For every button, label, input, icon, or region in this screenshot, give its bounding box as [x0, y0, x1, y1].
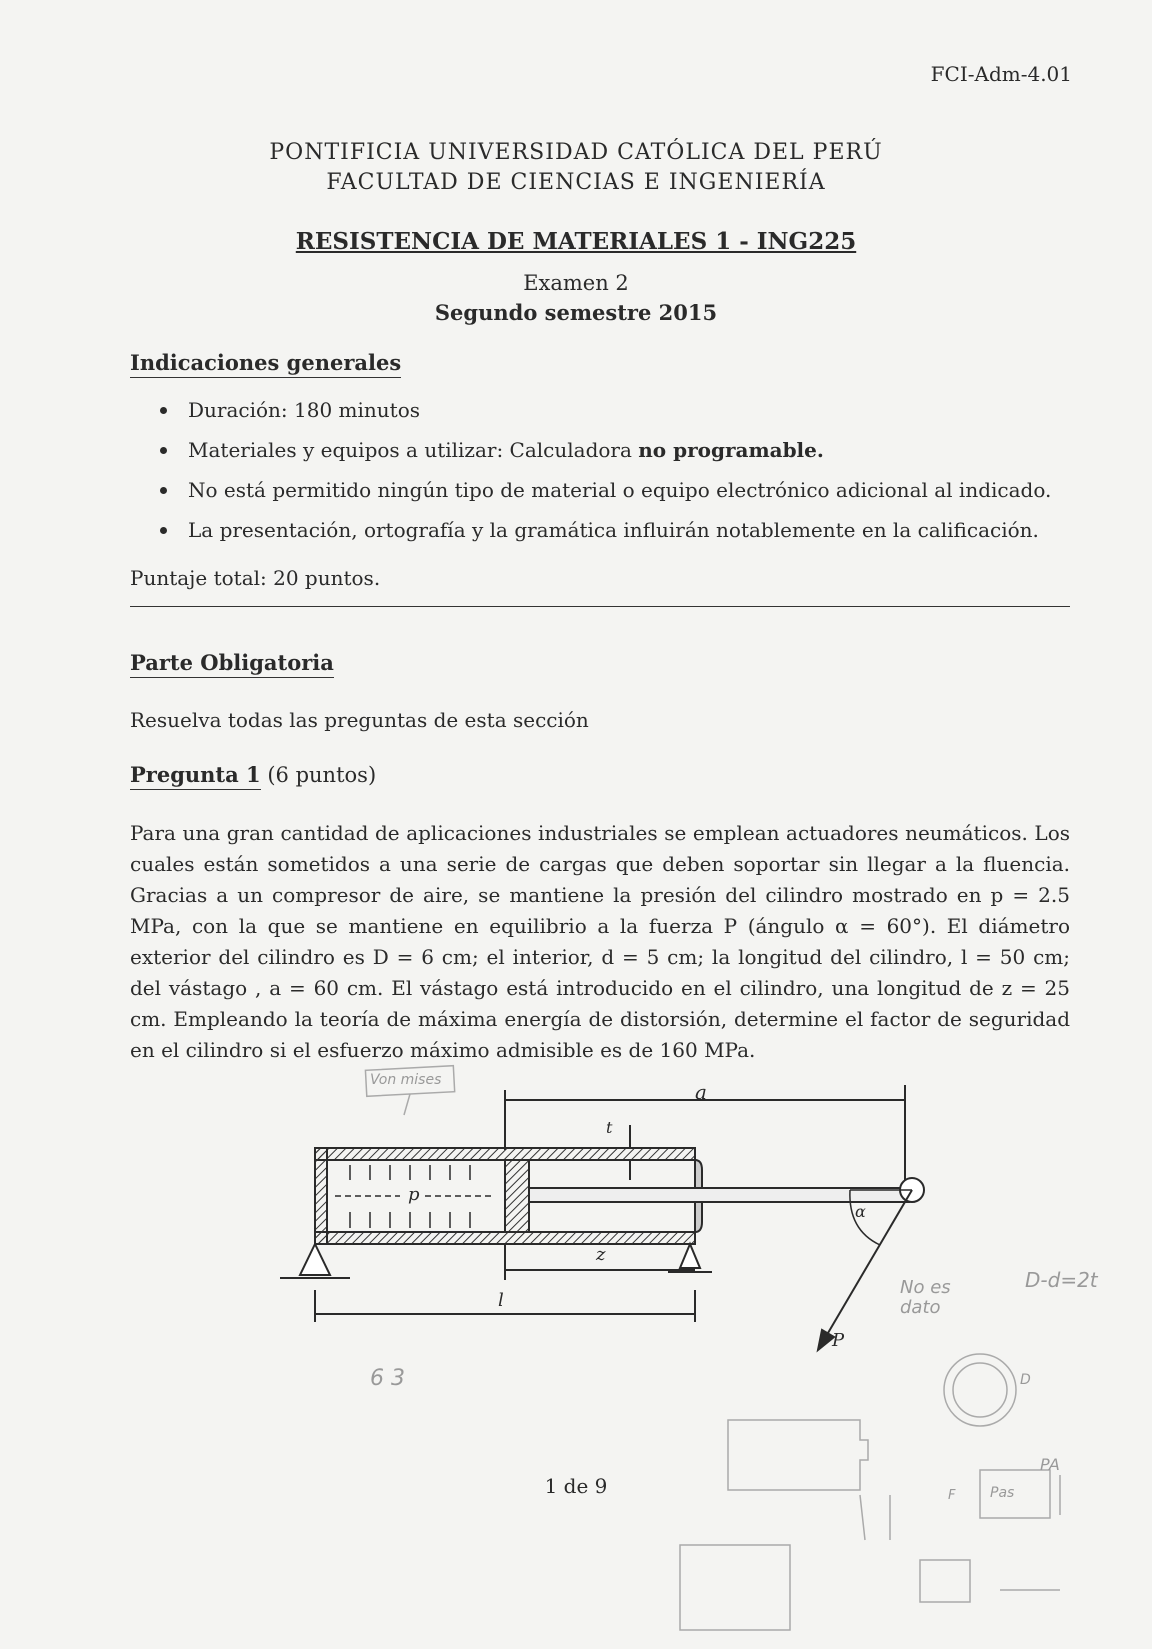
semester: Segundo semestre 2015	[434, 300, 718, 325]
cylinder-end-wall	[315, 1148, 327, 1244]
annotation-f: F	[948, 1488, 956, 1503]
section-general-title-text: Indicaciones generales	[130, 350, 401, 378]
label-t: t	[606, 1118, 613, 1137]
page-number: 1 de 9	[544, 1474, 608, 1498]
question-body: Para una gran cantidad de aplicaciones industriales se emplean actuadores neumáticos. Los cuales están sometidos a una serie de cargas que deben soportar sin llegar a la fluencia. Gracias a un compresor de aire, se mantiene la presión del cilindro mostrado en p = 2.5 MPa, con la que se mantiene en equilibrio a la fuerza P (ángulo α = 60°). El diámetro exterior del cilindro es D = 6 cm; el interior, d = 5 cm; la longitud del cilindro, l = 50 cm; del vástago , a = 60 cm. El vástago está introducido en el cilindro, una longitud de z = 25 cm. Empleando la teoría de máxima energía de distorsión, determine el factor de seguridad en el cilindro si el esfuerzo máximo admisible es de 160 MPa.	[130, 821, 1070, 1062]
course-title-text: RESISTENCIA DE MATERIALES 1 - ING225	[295, 228, 857, 255]
left-support	[300, 1244, 330, 1275]
question-title: Pregunta 1	[130, 762, 261, 790]
total-score: Puntaje total: 20 puntos.	[130, 566, 381, 590]
label-alpha: α	[855, 1202, 866, 1221]
annotation-pa: PA	[1040, 1455, 1060, 1474]
annotation-number: 6 3	[370, 1366, 405, 1391]
label-P: P	[832, 1330, 845, 1351]
item-text: La presentación, ortografía y la gramática influirán notablemente en la calificación.	[188, 518, 1039, 542]
item-text: No está permitido ningún tipo de material o equipo electrónico adicional al indicado.	[188, 478, 1052, 502]
university-name: PONTIFICIA UNIVERSIDAD CATÓLICA DEL PERÚ	[269, 140, 883, 165]
annotation-pas: Pas	[990, 1485, 1015, 1501]
item-bold: no programable.	[638, 438, 824, 462]
exam-number: Examen 2	[523, 271, 629, 295]
label-p: p	[408, 1184, 420, 1205]
item-text: Duración: 180 minutos	[188, 398, 421, 422]
cylinder-bottom-wall	[315, 1232, 695, 1244]
annotation-d: D	[1020, 1372, 1031, 1388]
section-part-title-text: Parte Obligatoria	[130, 650, 334, 678]
label-l: l	[498, 1290, 504, 1311]
form-code: FCI-Adm-4.01	[930, 62, 1072, 86]
piston	[505, 1160, 529, 1232]
question-points: (6 puntos)	[267, 763, 377, 787]
right-support	[680, 1244, 700, 1268]
annotation-d-eq: D-d=2t	[1025, 1268, 1098, 1292]
item-text: Materiales y equipos a utilizar: Calculadora	[188, 438, 639, 462]
annotation-von-mises: Von mises	[370, 1072, 442, 1088]
label-a: a	[695, 1080, 707, 1104]
annotation-no-es-dato: No es dato	[900, 1277, 951, 1318]
label-z: z	[596, 1244, 606, 1265]
part-subtitle: Resuelva todas las preguntas de esta sección	[130, 708, 589, 732]
faculty-name: FACULTAD DE CIENCIAS E INGENIERÍA	[326, 170, 826, 195]
